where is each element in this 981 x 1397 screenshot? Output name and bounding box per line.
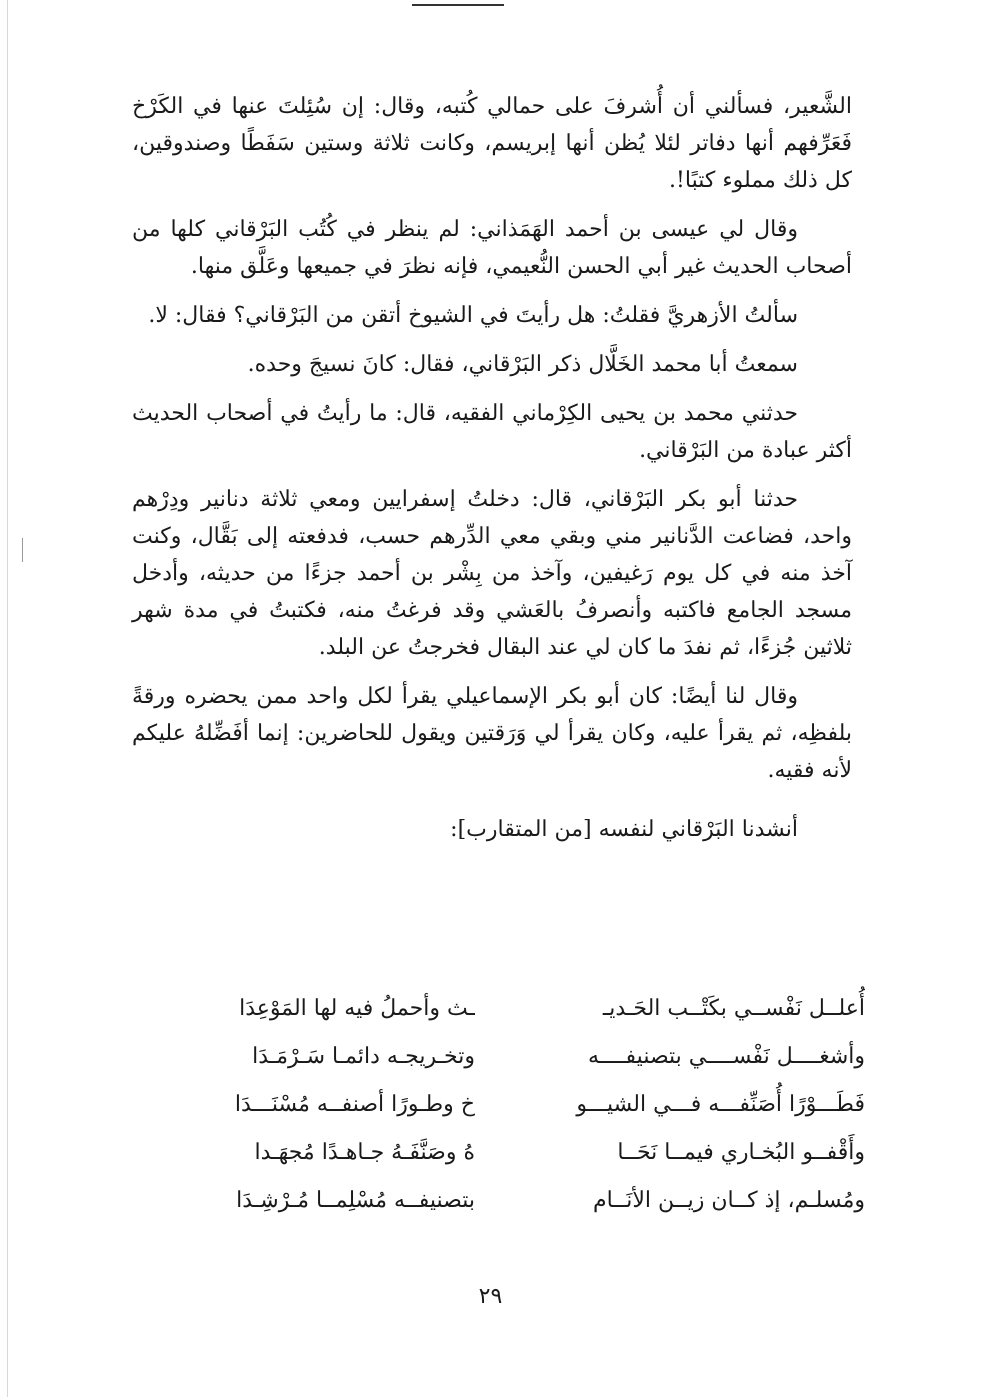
verse-line bbox=[145, 1033, 865, 1081]
paragraph: وقال لنا أيضًا: كان أبو بكر الإسماعيلي يقرأ لكل واحد ممن يحضره ورقةً بلفظِه، ثم يقرأ عليه، وكان يقرأ لي وَرَقتين ويقول للحاضرين: إنما أفَضِّلهُ عليكم لأنه فقيه. bbox=[132, 684, 852, 783]
verse-second-hemistich: ـث وأحملُ فيه لها المَوْعِدَا bbox=[239, 996, 475, 1021]
verse-first-hemistich: فَطَـــوْرًا أُصَنِّفـــه فـــي الشيـــو bbox=[576, 1092, 865, 1117]
paragraph: سمعتُ أبا محمد الخَلَّال ذكر البَرْقاني، فقال: كانَ نسيجَ وحده. bbox=[247, 352, 798, 377]
poem bbox=[145, 985, 865, 1225]
prose-body bbox=[132, 88, 852, 860]
poem-intro: أنشدنا البَرْقاني لنفسه [من المتقارب]: bbox=[450, 817, 798, 842]
verse-first-hemistich: أُعلــل نَفْســي بكَتْــب الحَـديـ bbox=[602, 996, 865, 1021]
verse-second-hemistich: خ وطـورًا أصنفــه مُسْنَـــدَا bbox=[234, 1092, 475, 1117]
page-number: ٢٩ bbox=[478, 1284, 503, 1309]
scan-mark bbox=[22, 538, 23, 562]
paragraph: وقال لي عيسى بن أحمد الهَمَذاني: لم ينظر في كُتُب البَرْقاني كلها من أصحاب الحديث غير أبي الحسن النُّعيمي، فإنه نظرَ في جميعها وعَلَّق منها. bbox=[132, 217, 852, 279]
verse-first-hemistich: ومُسلـم، إذ كــان زيــن الأنَــام bbox=[593, 1188, 865, 1213]
scan-edge bbox=[7, 0, 8, 1397]
verse-second-hemistich: هُ وصَنَّفَـهُ جـاهـدًا مُجهَـدا bbox=[254, 1140, 475, 1165]
verse-second-hemistich: وتخـريجـه دائمـا سَـرْمَـدَا bbox=[252, 1044, 475, 1069]
verse-second-hemistich: بتصنيفــه مُسْلِمــا مُـرْشِـدَا bbox=[236, 1188, 475, 1213]
verse-line bbox=[145, 1129, 865, 1177]
paragraph: سألتُ الأزهريَّ فقلتُ: هل رأيتَ في الشيوخ أتقن من البَرْقاني؟ فقال: لا. bbox=[148, 303, 798, 328]
verse-first-hemistich: وأَقْفــو البُخـاري فيمــا نَحَــا bbox=[617, 1140, 865, 1165]
verse-first-hemistich: وأشغــــل نَفْســــي بتصنيفــــه bbox=[587, 1044, 865, 1069]
verse-line bbox=[145, 1081, 865, 1129]
verse-line bbox=[145, 985, 865, 1033]
paragraph: حدثنا أبو بكر البَرْقاني، قال: دخلتُ إسفرايين ومعي ثلاثة دنانير ودِرْهم واحد، فضاعت الدَّنانير مني وبقي معي الدِّرهم حسب، فدفعته إلى بَقَّال، وكنت آخذ منه في كل يوم رَغيفين، وآخذ من بِشْر بن أحمد جزءًا من حديثه، وأدخل مسجد الجامع فاكتبه وأنصرفُ بالعَشي وقد فرغتُ منه، فكتبتُ في مدة شهر ثلاثين جُزءًا، ثم نفدَ ما كان لي عند البقال فخرجتُ عن البلد. bbox=[132, 487, 852, 660]
verse-line bbox=[145, 1177, 865, 1225]
paragraph: الشَّعير، فسألني أن أُشرفَ على حمالي كُتبه، وقال: إن سُئِلتَ عنها في الكَرْخ فَعَرِّفهم أنها دفاتر لئلا يُظن أنها إبريسم، وكانت ثلاثة وستين سَفَطًا وصندوقين، كل ذلك مملوء كتبًا!. bbox=[132, 94, 852, 193]
paragraph: حدثني محمد بن يحيى الكِرْماني الفقيه، قال: ما رأيتُ في أصحاب الحديث أكثر عبادة من البَرْقاني. bbox=[132, 401, 852, 463]
header-rule bbox=[412, 4, 504, 6]
